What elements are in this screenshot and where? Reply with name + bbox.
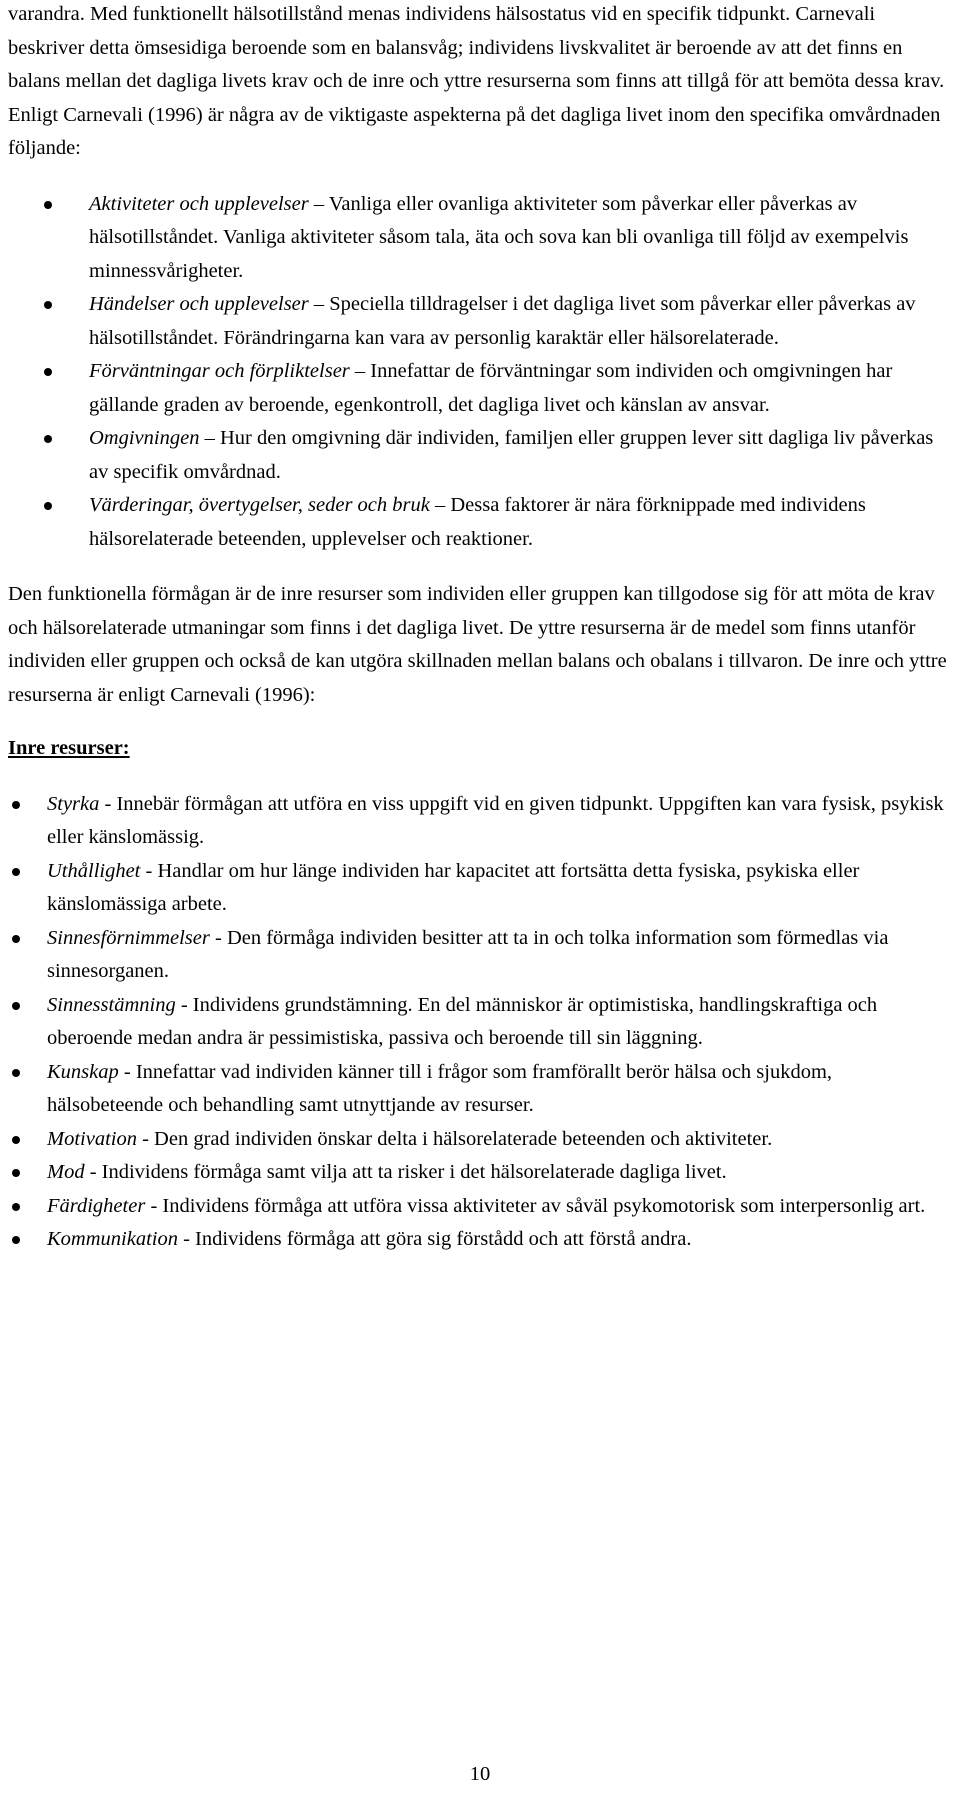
- list-item-term: Omgivningen: [89, 427, 200, 449]
- list-item: [8, 922, 950, 989]
- page-number: 10: [469, 1763, 491, 1785]
- bullet-icon: [44, 368, 52, 376]
- bullet-icon: [12, 868, 20, 876]
- list-item-term: Kunskap: [47, 1060, 119, 1083]
- list-item-text: Den grad individen önskar delta i hälsorelaterade beteenden och aktiviteter.: [154, 1127, 773, 1150]
- bullet-icon: [12, 1169, 20, 1177]
- list-item-separator: -: [145, 1194, 163, 1217]
- list-item-term: Aktiviteter och upplevelser: [89, 192, 309, 215]
- list-item-separator: -: [209, 926, 227, 949]
- list-item: [8, 1223, 950, 1257]
- aspects-list: [8, 188, 950, 557]
- bullet-icon: [12, 1069, 20, 1077]
- list-item-separator: -: [118, 1060, 136, 1083]
- list-item-separator: -: [140, 859, 158, 882]
- list-item-separator: -: [175, 993, 193, 1016]
- list-item: [8, 188, 950, 289]
- intro-paragraph: varandra. Med funktionellt hälsotillstånd menas individens hälsostatus vid en specifik tidpunkt. Carnevali beskriver detta ömsesidiga beroende som en balansvåg; individens livskvalitet är beroende av att det finns en balans mellan det dagliga livets krav och de inre och yttre resurserna som finns att tillgå för att bemöta dessa krav. Enligt Carnevali (1996) är några av de viktigaste aspekterna på det dagliga livet inom den specifika omvårdnaden följande:: [8, 3, 945, 159]
- list-item-separator: –: [349, 360, 371, 382]
- list-item: [8, 355, 950, 422]
- list-item-separator: -: [99, 792, 117, 815]
- list-item-term: Mod: [47, 1161, 85, 1183]
- list-item: [8, 288, 950, 355]
- list-item-text: Speciella tilldragelser i det dagliga livet som påverkar eller påverkas av hälsotillståndet. Förändringarna kan vara av personlig karaktär eller hälsorelaterade.: [89, 293, 916, 349]
- bullet-icon: [44, 435, 52, 443]
- list-item-term: Sinnesstämning: [47, 993, 176, 1016]
- list-item: [8, 855, 950, 922]
- list-item: [8, 788, 950, 855]
- list-item-separator: -: [136, 1127, 155, 1150]
- list-item: [8, 1156, 950, 1190]
- list-item-text: Innefattar vad individen känner till i frågor som framförallt berör hälsa och sjukdom, hälsobeteende och behandling samt utnyttjande av resurser.: [47, 1060, 833, 1116]
- list-item-term: Uthållighet: [47, 859, 141, 882]
- bullet-icon: [44, 301, 52, 309]
- list-item-separator: -: [177, 1228, 196, 1250]
- list-item-text: Dessa faktorer är nära förknippade med individens hälsorelaterade beteenden, upplevelser och reaktioner.: [89, 494, 866, 550]
- list-item-term: Händelser och upplevelser: [89, 293, 309, 315]
- list-item-text: Individens förmåga samt vilja att ta risker i det hälsorelaterade dagliga livet.: [101, 1161, 727, 1183]
- list-item-term: Förväntningar och förpliktelser: [89, 360, 350, 382]
- inner-resources-list: [8, 788, 950, 1257]
- inner-resources-heading: Inre resurser:: [8, 737, 130, 759]
- bullet-icon: [12, 1136, 20, 1144]
- list-item-text: Innefattar de förväntningar som individen och omgivningen har gällande graden av beroende, egenkontroll, det dagliga livet och känslan av ansvar.: [89, 360, 893, 416]
- list-item-text: Vanliga eller ovanliga aktiviteter som påverkar eller påverkas av hälsotillståndet. Vanliga aktiviteter såsom tala, äta och sova kan bli ovanliga till följd av exempelvis minnessvårigheter.: [89, 192, 909, 282]
- list-item-separator: –: [429, 494, 451, 516]
- list-item-separator: –: [308, 192, 329, 215]
- list-item: [8, 489, 950, 556]
- list-item-text: Handlar om hur länge individen har kapacitet att fortsätta detta fysiska, psykiska eller känslomässiga arbete.: [47, 859, 860, 915]
- list-item-text: Individens grundstämning. En del människor är optimistiska, handlingskraftiga och oberoende medan andra är pessimistiska, passiva och beroende till sin läggning.: [47, 993, 878, 1049]
- list-item-separator: –: [199, 427, 220, 449]
- list-item-separator: –: [308, 293, 330, 315]
- list-item: [8, 1123, 950, 1157]
- list-item-text: Individens förmåga att göra sig förstådd och att förstå andra.: [195, 1228, 692, 1250]
- list-item-term: Sinnesförnimmelser: [47, 926, 210, 949]
- list-item: [8, 989, 950, 1056]
- bullet-icon: [12, 1203, 20, 1211]
- list-item-term: Styrka: [47, 792, 100, 815]
- resources-paragraph: Den funktionella förmågan är de inre resurser som individen eller gruppen kan tillgodose sig för att möta de krav och hälsorelaterade utmaningar som finns i det dagliga livet. De yttre resurserna är de medel som finns utanför individen eller gruppen och också de kan utgöra skillnaden mellan balans och obalans i tillvaron. De inre och yttre resurserna är enligt Carnevali (1996):: [8, 583, 947, 706]
- list-item-text: Den förmåga individen besitter att ta in och tolka information som förmedlas via sinnesorganen.: [47, 926, 889, 982]
- list-item-text: Innebär förmågan att utföra en viss uppgift vid en given tidpunkt. Uppgiften kan vara fysisk, psykisk eller känslomässig.: [47, 792, 944, 848]
- list-item-term: Färdigheter: [47, 1194, 146, 1217]
- list-item: [8, 422, 950, 489]
- list-item-text: Hur den omgivning där individen, familjen eller gruppen lever sitt dagliga liv påverkas av specifik omvårdnad.: [89, 427, 934, 483]
- list-item-term: Motivation: [47, 1127, 137, 1150]
- bullet-icon: [12, 935, 20, 943]
- list-item-separator: -: [84, 1161, 102, 1183]
- bullet-icon: [12, 1002, 20, 1010]
- list-item-text: Individens förmåga att utföra vissa aktiviteter av såväl psykomotorisk som interpersonlig art.: [162, 1194, 926, 1217]
- bullet-icon: [44, 502, 52, 510]
- list-item-term: Kommunikation: [47, 1228, 178, 1250]
- bullet-icon: [12, 801, 20, 809]
- list-item: [8, 1190, 950, 1224]
- bullet-icon: [44, 201, 52, 209]
- bullet-icon: [12, 1236, 20, 1244]
- list-item-term: Värderingar, övertygelser, seder och bruk: [89, 494, 430, 516]
- list-item: [8, 1056, 950, 1123]
